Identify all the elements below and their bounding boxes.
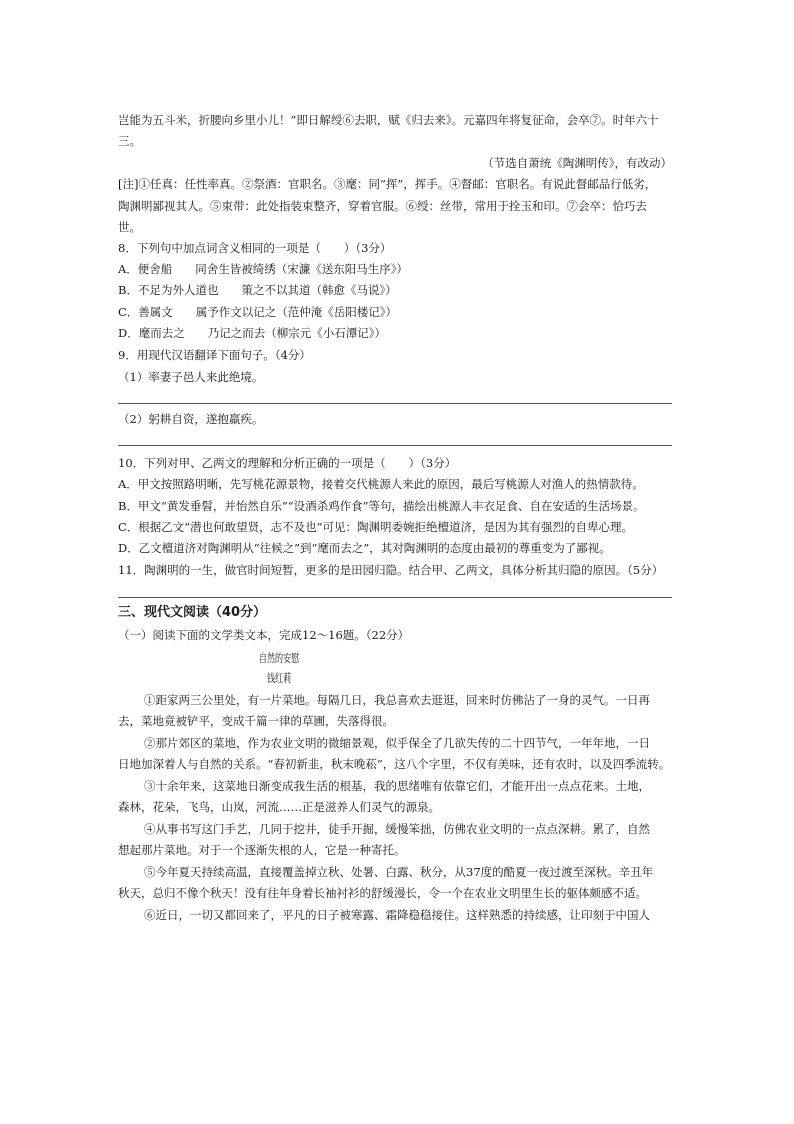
essay-line: 日地加深着人与自然的关系。“春初新韭，秋末晚菘”，这八个字里，不仅有美味，还有农时，以及四季流转。 xyxy=(118,757,671,771)
essay-line: ③十余年来，这菜地日渐变成我生活的根基，我的思绪唯有依靠它们，才能开出一点点花来。土地， xyxy=(144,779,650,793)
question-11-stem: 11．陶渊明的一生，做官时间短暂，更多的是田园归隐。结合甲、乙两文，具体分析其归隐的原因。（5分） xyxy=(118,563,664,577)
section-instruction: （一）阅读下面的文学类文本，完成12～16题。（22分） xyxy=(118,628,410,642)
question-8-option-d: D．麾而去之 乃记之而去（柳宗元《小石潭记》） xyxy=(118,326,386,340)
essay-line: ⑤今年夏天持续高温，直接覆盖掉立秋、处暑、白露、秋分，从37度的酷夏一夜过渡至深秋。辛丑年 xyxy=(144,865,654,879)
question-10-option-a: A．甲文按照路明晰，先写桃花源景物，接着交代桃源人来此的原因，最后写桃源人对渔人的热情款待。 xyxy=(118,477,644,491)
question-8-option-a: A．便舍船 同舍生皆被绮绣（宋濂《送东阳马生序》） xyxy=(118,262,409,276)
question-9-sentence-1: （1）率妻子邑人来此绝境。 xyxy=(118,370,264,384)
question-10-option-d: D．乙文檀道济对陶渊明从“往候之”到“麾而去之”，其对陶渊明的态度由最初的尊重变为了鄙视。 xyxy=(118,541,611,555)
question-9-stem: 9．用现代汉语翻译下面句子。（4分） xyxy=(118,348,311,362)
section-heading: 三、现代文阅读（40分） xyxy=(118,605,267,620)
essay-line: ①距家两三公里处，有一片菜地。每隔几日，我总喜欢去逛逛，回来时仿佛沾了一身的灵气。一日再 xyxy=(144,693,650,707)
question-8-option-c: C．善属文 属予作文以记之（范仲淹《岳阳楼记》） xyxy=(118,305,398,319)
question-9-sentence-2: （2）躬耕自资，遂抱羸疾。 xyxy=(118,412,264,426)
note-line: [注]①任真：任性率真。②祭酒：官职名。③麾：同“挥”，挥手。④督邮：官职名。有说此督邮品行低劣， xyxy=(118,177,657,191)
answer-line xyxy=(118,597,672,598)
essay-title: 自然的安慰 xyxy=(258,651,300,665)
question-10-option-b: B．甲文“黄发垂髫，并怡然自乐”“设酒杀鸡作食”等句，描绘出桃源人丰衣足食、自在安适的生活场景。 xyxy=(118,499,645,513)
essay-line: 想起那片菜地。对于一个逐渐失根的人，它是一种寄托。 xyxy=(118,843,406,857)
passage-line: 岂能为五斗米，折腰向乡里小儿！”即日解绶⑥去职，赋《归去来》。元嘉四年将复征命，会卒⑦。时年六十 xyxy=(118,113,659,127)
question-8-stem: 8．下列句中加点词含义相同的一项是（ ）（3分） xyxy=(118,241,392,255)
essay-line: ④从事书写这门手艺，几同于挖井，徒手开掘，缓慢笨拙，仿佛农业文明的一点点深耕。累了，自然 xyxy=(144,822,650,836)
essay-line: 森林，花朵，飞鸟，山岚，河流……正是滋养人们灵气的源泉。 xyxy=(118,800,440,814)
note-line: 陶渊明鄙视其人。⑤束带：此处指装束整齐，穿着官服。⑥绶：丝带，常用于拴玉和印。⑦会卒：恰巧去 xyxy=(118,199,647,213)
note-line: 世。 xyxy=(118,220,141,234)
answer-line xyxy=(118,403,672,404)
essay-line: 秋天，总归不像个秋天！没有往年身着长袖衬衫的舒缓漫长，令一个在农业文明里生长的躯体颇感不适。 xyxy=(118,886,647,900)
question-10-stem: 10．下列对甲、乙两文的理解和分析正确的一项是（ ）（3分） xyxy=(118,456,457,470)
essay-line: ⑥近日，一切又都回来了，平凡的日子被寒露、霜降稳稳接住。这样熟悉的持续感，让印刻于中国人 xyxy=(144,908,650,922)
essay-line: ②那片郊区的菜地，作为农业文明的微缩景观，似乎保全了几欲失传的二十四节气，一年年地，一日 xyxy=(144,736,650,750)
question-10-option-c: C．根据乙文“潜也何敢望贤，志不及也”可见：陶渊明委婉拒绝檀道济，是因为其有强烈的自卑心理。 xyxy=(118,520,634,534)
essay-author: 钱红莉 xyxy=(266,671,292,685)
passage-line: 三。 xyxy=(118,134,141,148)
answer-line xyxy=(118,445,672,446)
passage-source: （节选自萧统《陶渊明传》，有改动） xyxy=(482,156,672,170)
question-8-option-b: B．不足为外人道也 策之不以其道（韩愈《马说》） xyxy=(118,283,397,297)
essay-line: 去，菜地竟被铲平，变成千篇一律的草圃，失落得很。 xyxy=(118,714,394,728)
